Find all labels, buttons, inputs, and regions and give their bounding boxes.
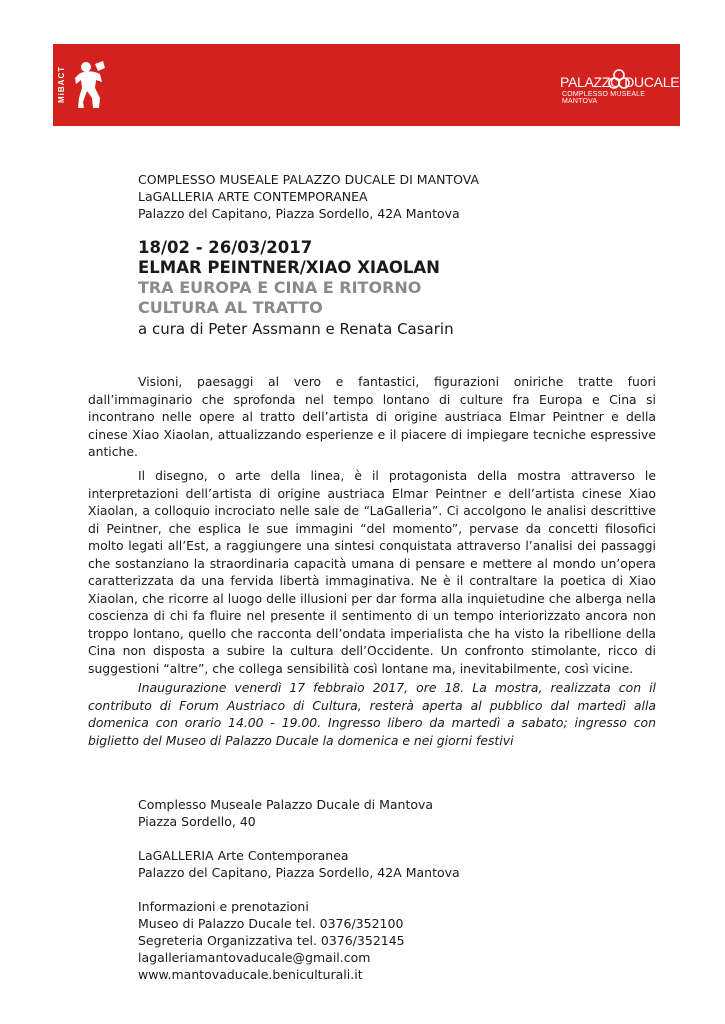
exhibition-curators: a cura di Peter Assmann e Renata Casarin [138,320,454,338]
contact-gallery-address: Palazzo del Capitano, Piazza Sordello, 42A Mantova [138,865,460,880]
exhibition-artists: ELMAR PEINTNER/XIAO XIAOLAN [138,258,440,277]
exhibition-subtitle-2: CULTURA AL TRATTO [138,298,323,317]
contact-museum-phone: Museo di Palazzo Ducale tel. 0376/352100 [138,916,404,931]
mibact-statue-icon [73,58,107,110]
institution-header [138,171,479,222]
contact-info-heading: Informazioni e prenotazioni [138,899,309,914]
palazzo-ducale-logo-subtitle: COMPLESSO MUSEALE MANTOVA [562,91,646,105]
header-line-gallery: LaGALLERIA ARTE CONTEMPORANEA [138,189,368,204]
intro-paragraph-text: Visioni, paesaggi al vero e fantastici, figurazioni oniriche tratte fuori dall’immaginario che sprofonda nel tempo lontano di culture fra Europa e Cina si incontrano nelle opere al tratto dell’artista di origine austriaca Elmar Peintner e della cinese Xiao Xiaolan, attualizzando esperienze e il piacere di impiegare tecniche espressive antiche. [88,374,656,459]
contact-email[interactable]: lagalleriamantovaducale@gmail.com [138,950,371,965]
header-line-address: Palazzo del Capitano, Piazza Sordello, 42A Mantova [138,206,460,221]
header-line-museum: COMPLESSO MUSEALE PALAZZO DUCALE DI MANTOVA [138,172,480,187]
contacts-block [138,796,460,983]
contact-secretary-phone: Segreteria Organizzativa tel. 0376/352145 [138,933,405,948]
description-paragraph-text: Il disegno, o arte della linea, è il protagonista della mostra attraverso le interpretazioni dell’artista di origine austriaca Elmar Peintner e dell’artista cinese Xiao Xiaolan, a colloquio incrociato nelle sale de “LaGalleria”. Ci accolgono le analisi descrittive di Peintner, che esplica le sue immagini “del momento”, pervase da concetti filosofici molto legati all’Est, a raggiungere una sintesi conquistata attraverso l’analisi dei passaggi che sostanziano la straordinaria capacità umana di pensare e mettere al mondo un’opera caratterizzata da una fervida libertà immaginativa. Ne è il contraltare la poetica di Xiao Xiaolan, che ricorre al luogo delle illusioni per dar forma alla inquietudine che alberga nella coscienza di chi fa fluire nel presente il sentimento di un tempo interiorizzato ancora non troppo lontano, quello che racconta dell’ondata imperialista che ha visto la ribellione della Cina non disposta a subire la cultura dell’Occidente. Un confronto stimolante, ricco di suggestioni “altre”, che collega sensibilità così lontane ma, inevitabilmente, così vicine. [88,468,656,676]
mibact-logo-text: MiBACT [57,65,66,103]
description-paragraph [88,467,656,677]
exhibition-dates: 18/02 - 26/03/2017 [138,238,313,257]
contact-website[interactable]: www.mantovaducale.beniculturali.it [138,967,363,982]
header-banner [53,44,680,126]
palazzo-ducale-logo-name: PALAZZO DUCALE [560,74,680,90]
opening-info-paragraph [88,679,656,749]
opening-info-text: Inaugurazione venerdì 17 febbraio 2017, ore 18. La mostra, realizzata con il contributo di Forum Austriaco di Cultura, resterà aperta al pubblico dal martedì alla domenica con orario 14.00 - 19.00. Ingresso libero da martedì a sabato; ingresso con biglietto del Museo di Palazzo Ducale la domenica e nei giorni festivi [88,680,656,748]
exhibition-title-block [138,238,454,339]
contact-museum-name: Complesso Museale Palazzo Ducale di Mantova [138,797,434,812]
contact-museum-address: Piazza Sordello, 40 [138,814,256,829]
exhibition-subtitle-1: TRA EUROPA E CINA E RITORNO [138,278,422,297]
intro-paragraph [88,373,656,461]
contact-gallery-name: LaGALLERIA Arte Contemporanea [138,848,349,863]
